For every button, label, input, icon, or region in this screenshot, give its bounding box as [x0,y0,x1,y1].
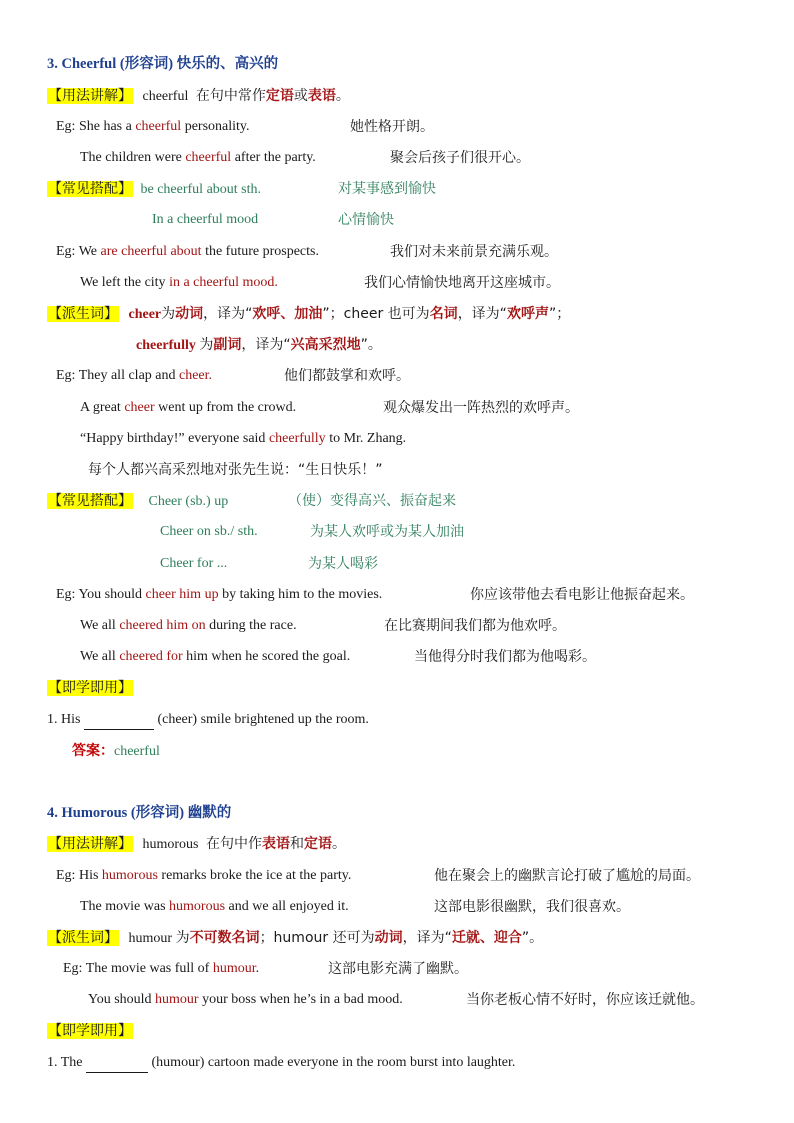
eg-label: Eg: [56,244,76,259]
derivative-text: ，译为“ [457,306,507,322]
example-translation: 我们对未来前景充满乐观。 [390,244,558,260]
example-translation: 观众爆发出一阵热烈的欢呼声。 [383,400,579,416]
eg-label: Eg: [56,368,76,383]
usage-text: 在句中常作 [195,88,266,104]
part-of-speech: 名词 [429,306,458,322]
eg-text: your boss when he’s in a bad mood. [202,992,403,1007]
collocation-tag: 【常见搭配】 [48,493,132,509]
usage-text: 。 [335,88,350,104]
example-translation: 聚会后孩子们很开心。 [390,150,530,166]
usage-text: 在句中作 [206,836,262,852]
practice-question [47,710,369,730]
practice-tag: 【即学即用】 [48,680,132,696]
usage-text: 和 [290,836,304,852]
eg-text: after the party. [234,150,316,165]
part-of-speech: 副词 [213,337,242,353]
usage-word: humorous [142,837,199,852]
derivative-text: 为 [175,930,190,946]
usage-line-cheerful [47,86,350,107]
usage-text: 或 [293,88,308,104]
answer-blank[interactable] [84,714,154,730]
eg-text: personality. [184,119,250,134]
question-text: (cheer) smile brightened up the room. [157,712,369,727]
part-of-speech: 动词 [374,930,403,946]
derivative-word: cheer [128,307,162,322]
usage-tag: 【用法讲解】 [48,836,132,852]
section-3-title: 3. Cheerful (形容词) 快乐的、高兴的 [47,56,279,72]
derivative-text: 为 [161,306,176,322]
eg-text: and we all enjoyed it. [228,899,349,914]
derivative-line [47,928,543,949]
example-translation: 他在聚会上的幽默言论打破了尴尬的局面。 [434,868,700,884]
example-sentence [80,897,349,917]
example-translation: 她性格开朗。 [350,119,434,135]
example-sentence [80,398,296,418]
section-4-title: 4. Humorous (形容词) 幽默的 [47,805,232,821]
eg-text: “Happy birthday!” everyone said [80,431,266,446]
eg-label: Eg: [56,587,76,602]
eg-highlight: humorous [101,868,158,883]
eg-highlight: cheer [124,400,155,415]
answer-blank[interactable] [86,1057,148,1073]
derivative-meaning: 兴高采烈地 [290,337,361,353]
answer-line [72,741,160,762]
eg-highlight: humour [212,961,256,976]
eg-text: The children were [80,150,182,165]
collocation-tag: 【常见搭配】 [48,181,132,197]
eg-text: The movie was [80,899,166,914]
eg-highlight: cheered him [119,618,189,633]
derivative-text: ”。 [360,337,382,353]
eg-highlight: cheer him [145,587,202,602]
example-sentence [56,366,212,386]
eg-label: Eg: [56,119,76,134]
eg-highlight: cheerful [135,119,182,134]
example-translation: 当你老板心情不好时，你应该迁就他。 [466,992,704,1008]
part-of-speech: 动词 [175,306,204,322]
example-sentence [63,959,259,979]
derivative-meaning: 欢呼、加油 [252,306,323,322]
example-sentence [80,273,278,293]
usage-tag: 【用法讲解】 [48,88,132,104]
derivative-word: humour [128,931,173,946]
eg-text: him when he scored the goal. [186,649,351,664]
usage-role: 表语 [307,88,336,104]
derivative-text: ”。 [521,930,544,946]
eg-label: Eg: [63,961,83,976]
derivative-text: ”； [548,306,571,322]
example-translation: 在比赛期间我们都为他欢呼。 [384,618,566,634]
eg-label: Eg: [56,868,76,883]
example-translation: 他们都鼓掌和欢呼。 [284,368,410,384]
eg-text: She has a [78,119,132,134]
eg-highlight: up [204,587,219,602]
collocation-line [47,179,261,200]
derivative-text: ；humour 还可为 [259,930,375,946]
eg-text: The movie was full of [85,961,210,976]
example-translation: 这部电影很幽默，我们很喜欢。 [434,899,630,915]
example-translation: 当他得分时我们都为他喝彩。 [414,649,596,665]
eg-text: You should [88,992,152,1007]
usage-text: 。 [332,836,346,852]
answer-value: cheerful [114,744,160,759]
eg-text: remarks broke the ice at the party. [161,868,352,883]
example-sentence [80,616,297,636]
practice-tag: 【即学即用】 [48,1023,132,1039]
eg-highlight: about [170,244,202,259]
eg-text: They all clap and [78,368,176,383]
collocation-en: In a cheerful mood [152,212,259,227]
eg-text: to Mr. Zhang. [329,431,407,446]
derivative-text: ，译为“ [241,337,291,353]
usage-role: 定语 [304,836,332,852]
eg-highlight: are cheerful [100,244,167,259]
eg-text: You should [78,587,142,602]
eg-text: A great [80,400,121,415]
eg-highlight: on [191,618,206,633]
example-sentence [56,242,319,262]
example-sentence [80,647,350,667]
collocation-en: Cheer for ... [160,556,228,571]
usage-role: 定语 [265,88,294,104]
derivative-line [136,335,382,356]
eg-highlight: humour [155,992,199,1007]
collocation-zh: 为某人欢呼或为某人加油 [310,524,464,540]
eg-text: We all [80,649,116,664]
answer-label: 答案： [72,743,114,759]
eg-highlight: a cheerful mood. [183,275,278,290]
eg-highlight: cheered for [119,649,183,664]
example-sentence [88,990,403,1010]
eg-text: by taking him to the movies. [222,587,383,602]
derivative-text: 为 [199,337,214,353]
eg-text: during the race. [209,618,297,633]
collocation-en: Cheer on sb./ sth. [160,524,258,539]
derivative-line [47,304,570,325]
derivative-word: cheerfully [136,338,196,353]
collocation-zh: 对某事感到愉快 [338,181,436,197]
derivative-tag: 【派生词】 [48,306,118,322]
eg-highlight: cheer. [179,368,213,383]
eg-text: His [78,868,99,883]
part-of-speech: 不可数名词 [189,930,260,946]
question-text: (humour) cartoon made everyone in the room burst into laughter. [151,1055,516,1070]
example-translation: 我们心情愉快地离开这座城市。 [364,275,560,291]
derivative-meaning: 欢呼声 [506,306,549,322]
question-text: 1. The [47,1055,83,1070]
usage-word: cheerful [142,89,189,104]
eg-text: We [78,244,98,259]
practice-question [47,1053,515,1073]
eg-highlight: in [169,275,180,290]
eg-highlight: cheerfully [268,431,326,446]
eg-text: . [255,961,260,976]
collocation-line [47,491,228,512]
eg-highlight: cheerful [185,150,232,165]
eg-text: the future prospects. [205,244,319,259]
usage-role: 表语 [262,836,290,852]
derivative-tag: 【派生词】 [48,930,118,946]
derivative-text: ，译为“ [203,306,253,322]
example-sentence [80,148,316,168]
collocation-en: Cheer (sb.) up [148,494,229,509]
collocation-zh: （使）变得高兴、振奋起来 [288,493,456,509]
example-translation: 每个人都兴高采烈地对张先生说：“生日快乐！” [88,462,383,478]
usage-line-humorous [47,834,346,855]
eg-text: We all [80,618,116,633]
eg-highlight: humorous [169,899,226,914]
example-sentence [80,429,406,449]
example-translation: 这部电影充满了幽默。 [328,961,468,977]
derivative-meaning: 迁就、迎合 [451,930,522,946]
derivative-text: ”；cheer 也可为 [322,306,430,322]
collocation-en: be cheerful about sth. [140,182,262,197]
eg-text: went up from the crowd. [158,400,297,415]
question-text: 1. His [47,712,81,727]
derivative-text: ，译为“ [402,930,452,946]
example-sentence [56,585,382,605]
practice-heading [47,678,133,699]
example-translation: 你应该带他去看电影让他振奋起来。 [470,587,694,603]
collocation-zh: 为某人喝彩 [308,556,378,572]
eg-text: We left the city [80,275,166,290]
example-sentence [56,866,351,886]
practice-heading [47,1021,133,1042]
collocation-zh: 心情愉快 [338,212,394,228]
example-sentence [56,117,250,137]
